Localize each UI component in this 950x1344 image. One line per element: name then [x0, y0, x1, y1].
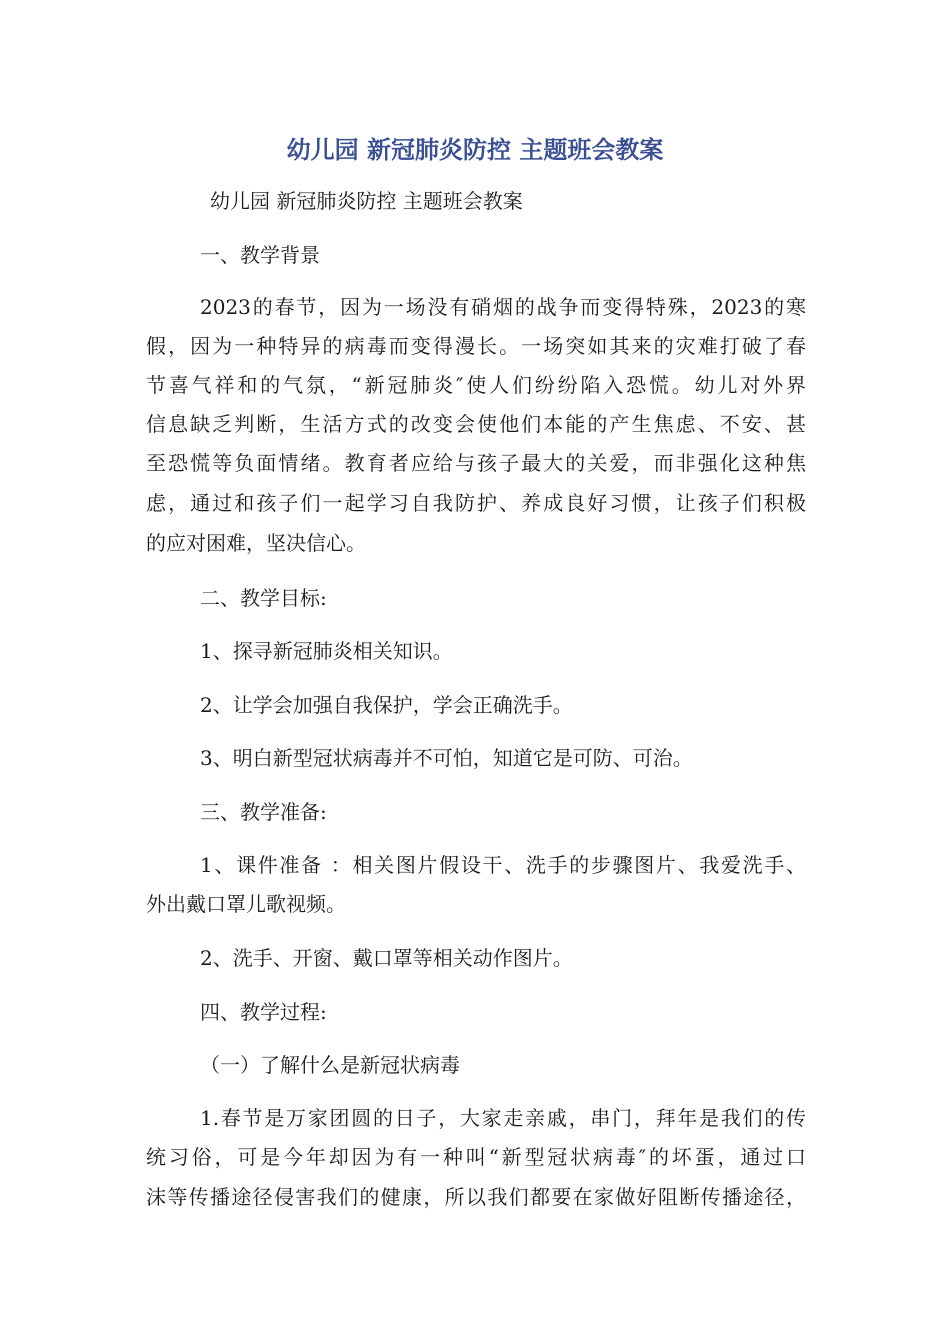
paragraph-line: 1.春节是万家团圆的日子，大家走亲戚，串门，拜年是我们的传: [200, 1106, 806, 1130]
paragraph-line: 统习俗，可是今年却因为有一种叫“新型冠状病毒″的坏蛋，通过口: [146, 1145, 806, 1169]
paragraph-line: 虑，通过和孩子们一起学习自我防护、养成良好习惯，让孩子们积极: [146, 491, 806, 515]
document-title: 幼儿园 新冠肺炎防控 主题班会教案: [286, 136, 664, 164]
list-item-continuation: 外出戴口罩儿歌视频。: [146, 892, 346, 916]
document-subtitle: 幼儿园 新冠肺炎防控 主题班会教案: [210, 189, 523, 213]
paragraph-line: 沫等传播途径侵害我们的健康，所以我们都要在家做好阻断传播途径，: [146, 1185, 806, 1209]
list-item: 1、探寻新冠肺炎相关知识。: [200, 639, 453, 663]
section-heading-process: 四、教学过程:: [200, 1000, 327, 1024]
list-item: 1、课件准备 ：相关图片假设干、洗手的步骤图片、我爱洗手、: [200, 853, 806, 877]
section-heading-goals: 二、教学目标:: [200, 586, 327, 610]
list-item: 2、洗手、开窗、戴口罩等相关动作图片。: [200, 946, 573, 970]
section-heading-background: 一、教学背景: [200, 243, 320, 267]
paragraph-line: 假，因为一种特异的病毒而变得漫长。一场突如其来的灾难打破了春: [146, 334, 806, 358]
list-item: 2、让学会加强自我保护，学会正确洗手。: [200, 693, 573, 717]
paragraph-line: 2023的春节，因为一场没有硝烟的战争而变得特殊，2023的寒: [200, 295, 806, 319]
paragraph-line: 的应对困难，坚决信心。: [146, 531, 366, 555]
list-item: 3、明白新型冠状病毒并不可怕，知道它是可防、可治。: [200, 746, 693, 770]
paragraph-line: 至恐慌等负面情绪。教育者应给与孩子最大的关爱，而非强化这种焦: [146, 451, 806, 475]
paragraph-line: 信息缺乏判断，生活方式的改变会使他们本能的产生焦虑、不安、甚: [146, 412, 806, 436]
section-heading-preparation: 三、教学准备:: [200, 800, 327, 824]
subsection-heading: （一）了解什么是新冠状病毒: [200, 1053, 460, 1077]
paragraph-line: 节喜气祥和的气氛，“新冠肺炎″使人们纷纷陷入恐慌。幼儿对外界: [146, 373, 806, 397]
